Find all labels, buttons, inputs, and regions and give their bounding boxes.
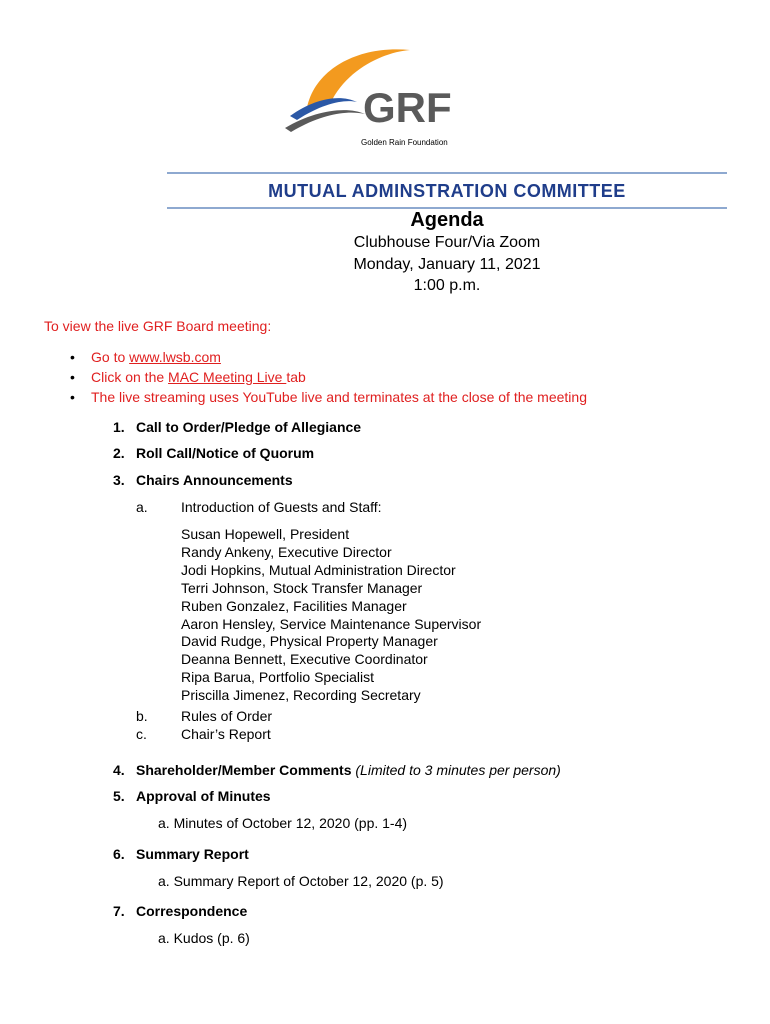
staff-member: Jodi Hopkins, Mutual Administration Director: [181, 561, 456, 578]
staff-member: Priscilla Jimenez, Recording Secretary: [181, 687, 421, 704]
meeting-location: Clubhouse Four/Via Zoom: [353, 234, 541, 251]
sub-item-text: a. Kudos (p. 6): [158, 930, 250, 946]
live-view-instructions: [70, 347, 587, 407]
item-number: 3.: [113, 472, 125, 488]
mac-meeting-live-link[interactable]: MAC Meeting Live: [168, 369, 287, 385]
committee-title: MUTUAL ADMINSTRATION COMMITTEE: [268, 181, 626, 201]
item-number: 6.: [113, 846, 125, 862]
bullet-item: [70, 367, 587, 387]
item-title: Chairs Announcements: [136, 472, 293, 488]
meeting-date: Monday, January 11, 2021: [353, 256, 541, 273]
website-link[interactable]: www.lwsb.com: [129, 349, 221, 365]
item-number: 2.: [113, 445, 125, 461]
sub-item-letter: a.: [136, 499, 148, 515]
sub-item-text: Introduction of Guests and Staff:: [181, 499, 382, 515]
staff-member: Susan Hopewell, President: [181, 526, 350, 542]
item-title: Approval of Minutes: [136, 788, 271, 804]
item-number: 5.: [113, 788, 125, 804]
item-number: 1.: [113, 419, 125, 435]
bullet-text: The live streaming uses YouTube live and terminates at the close of the meeting: [91, 389, 587, 405]
staff-member: Aaron Hensley, Service Maintenance Supervisor: [181, 615, 482, 632]
bullet-text: tab: [286, 369, 306, 385]
sub-item-text: a. Minutes of October 12, 2020 (pp. 1-4): [158, 815, 408, 831]
sub-item-text: a. Summary Report of October 12, 2020 (p. 5): [158, 873, 444, 889]
staff-member: David Rudge, Physical Property Manager: [181, 633, 438, 650]
item-title: Call to Order/Pledge of Allegiance: [136, 419, 362, 435]
item-title: [136, 762, 561, 778]
item-title: Roll Call/Notice of Quorum: [136, 445, 315, 461]
bullet-item: [70, 387, 587, 407]
item-title-text: Shareholder/Member Comments: [136, 762, 352, 778]
sub-item-letter: c.: [136, 726, 147, 742]
grf-logo: [285, 40, 485, 152]
bullet-item: [70, 347, 587, 367]
item-note: (Limited to 3 minutes per person): [355, 762, 561, 778]
staff-member: Randy Ankeny, Executive Director: [181, 543, 392, 560]
item-number: 7.: [113, 903, 125, 919]
sub-item-letter: b.: [136, 708, 148, 724]
staff-member: Ripa Barua, Portfolio Specialist: [181, 669, 374, 686]
sub-item-text: Rules of Order: [181, 708, 273, 724]
staff-member: Terri Johnson, Stock Transfer Manager: [181, 579, 423, 596]
meeting-time: 1:00 p.m.: [413, 277, 481, 294]
item-title: Correspondence: [136, 903, 248, 919]
staff-member: Deanna Bennett, Executive Coordinator: [181, 651, 428, 668]
staff-list: [181, 526, 481, 705]
sub-item-text: Chair’s Report: [181, 726, 271, 742]
bullet-text: Click on the: [91, 369, 169, 385]
logo-text: GRF: [363, 84, 452, 131]
header-rule-top: [167, 172, 727, 174]
live-view-intro: To view the live GRF Board meeting:: [44, 318, 272, 334]
item-title: Summary Report: [136, 846, 249, 862]
logo-subtitle: Golden Rain Foundation: [361, 138, 448, 147]
staff-member: Ruben Gonzalez, Facilities Manager: [181, 597, 407, 614]
agenda-title: Agenda: [410, 209, 484, 231]
item-number: 4.: [113, 762, 125, 778]
bullet-text: Go to: [91, 349, 130, 365]
